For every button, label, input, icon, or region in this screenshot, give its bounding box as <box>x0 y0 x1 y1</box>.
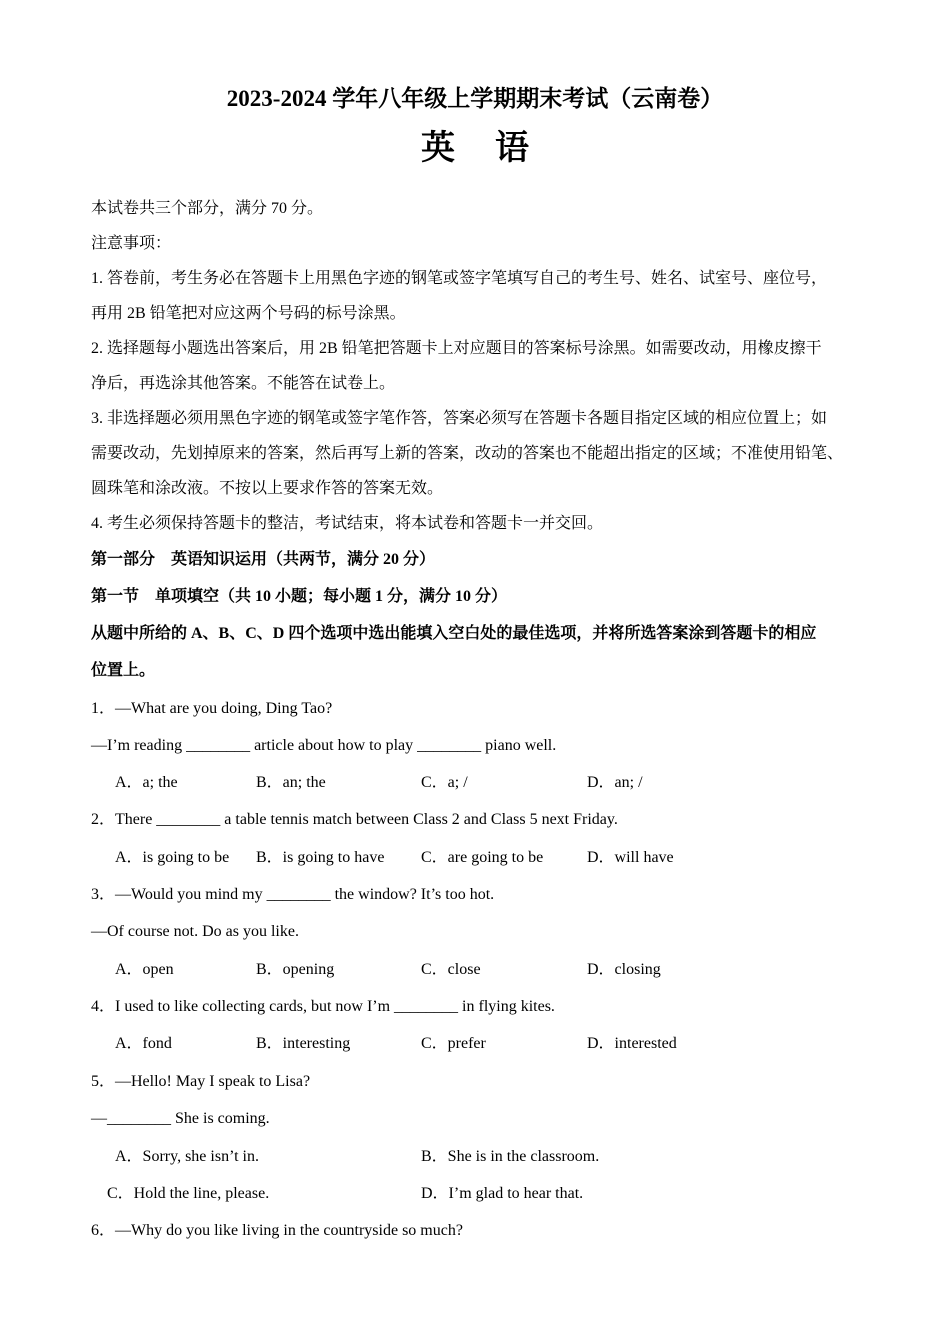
question-2-option-a: A．is going to be <box>115 849 230 866</box>
question-3-line-1: 3．—Would you mind my ________ the window? It’s too hot. <box>91 886 495 903</box>
question-6-line-1: 6．—Why do you like living in the countryside so much? <box>91 1222 463 1239</box>
note-1-line-1: 1. 答卷前，考生务必在答题卡上用黑色字迹的钢笔或签字笔填写自己的考生号、姓名、试室号、座位号， <box>91 270 828 287</box>
exam-title: 2023-2024 学年八年级上学期期末考试（云南卷） <box>226 86 724 111</box>
question-5-line-1: 5．—Hello! May I speak to Lisa? <box>91 1073 311 1090</box>
section-1-heading: 第一节 单项填空（共 10 小题；每小题 1 分，满分 10 分） <box>91 588 508 605</box>
note-4: 4. 考生必须保持答题卡的整洁，考试结束，将本试卷和答题卡一并交回。 <box>91 515 604 532</box>
note-2-line-1: 2. 选择题每小题选出答案后，用 2B 铅笔把答题卡上对应题目的答案标号涂黑。如需要改动，用橡皮擦干 <box>91 340 822 357</box>
question-1-option-d: D．an; / <box>587 774 643 791</box>
question-2-line-1: 2．There ________ a table tennis match between Class 2 and Class 5 next Friday. <box>91 811 618 828</box>
question-1-option-a: A．a; the <box>115 774 178 791</box>
note-3-line-3: 圆珠笔和涂改液。不按以上要求作答的答案无效。 <box>91 480 444 497</box>
question-5-option-c: C．Hold the line, please. <box>107 1185 270 1202</box>
question-1-option-b: B．an; the <box>256 774 326 791</box>
question-4-option-c: C．prefer <box>421 1035 486 1052</box>
question-2-option-c: C．are going to be <box>421 849 544 866</box>
question-3-option-a: A．open <box>115 961 174 978</box>
question-5-option-b: B．She is in the classroom. <box>421 1148 600 1165</box>
question-4-option-b: B．interesting <box>256 1035 351 1052</box>
question-4-line-1: 4．I used to like collecting cards, but now I’m ________ in flying kites. <box>91 998 555 1015</box>
question-1-line-2: —I’m reading ________ article about how to play ________ piano well. <box>91 737 557 754</box>
question-4-option-a: A．fond <box>115 1035 172 1052</box>
question-3-option-c: C．close <box>421 961 481 978</box>
question-5-option-d: D．I’m glad to hear that. <box>421 1185 584 1202</box>
subject-title: 英语 <box>421 130 569 167</box>
question-3-option-b: B．opening <box>256 961 335 978</box>
note-3-line-2: 需要改动，先划掉原来的答案，然后再写上新的答案，改动的答案也不能超出指定的区域；不准使用铅笔、 <box>91 445 844 462</box>
note-2-line-2: 净后，再选涂其他答案。不能答在试卷上。 <box>91 375 396 392</box>
part-1-heading: 第一部分 英语知识运用（共两节，满分 20 分） <box>91 551 436 568</box>
instruction-line-1: 从题中所给的 A、B、C、D 四个选项中选出能填入空白处的最佳选项，并将所选答案涂到答题卡的相应 <box>91 625 817 642</box>
instruction-line-2: 位置上。 <box>91 662 156 679</box>
note-1-line-2: 再用 2B 铅笔把对应这两个号码的标号涂黑。 <box>91 305 406 322</box>
exam-summary: 本试卷共三个部分，满分 70 分。 <box>91 200 324 217</box>
question-2-option-b: B．is going to have <box>256 849 385 866</box>
question-5-line-2: —________ She is coming. <box>91 1110 270 1127</box>
question-1-option-c: C．a; / <box>421 774 468 791</box>
question-3-line-2: —Of course not. Do as you like. <box>91 923 299 940</box>
question-3-option-d: D．closing <box>587 961 661 978</box>
question-4-option-d: D．interested <box>587 1035 677 1052</box>
question-1-line-1: 1．—What are you doing, Ding Tao? <box>91 700 333 717</box>
notes-heading: 注意事项： <box>91 235 172 252</box>
note-3-line-1: 3. 非选择题必须用黑色字迹的钢笔或签字笔作答，答案必须写在答题卡各题目指定区域的相应位置上；如 <box>91 410 828 427</box>
question-5-option-a: A．Sorry, she isn’t in. <box>115 1148 260 1165</box>
question-2-option-d: D．will have <box>587 849 674 866</box>
